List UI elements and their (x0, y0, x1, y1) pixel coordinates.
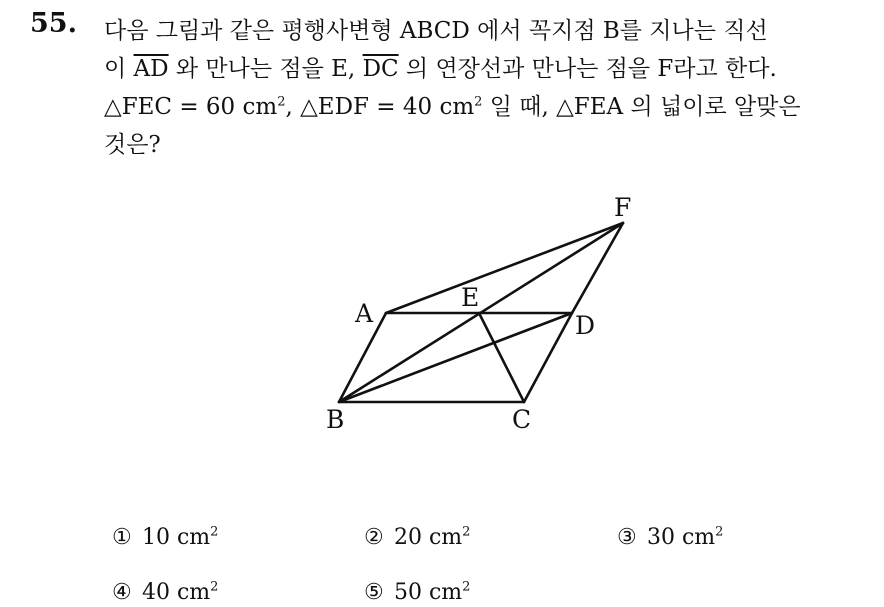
option-value: 20 cm (394, 525, 463, 550)
label-f: F (614, 193, 632, 222)
exponent: 2 (462, 524, 471, 540)
option-marker: ② (364, 525, 384, 550)
segment-e-c (479, 313, 524, 402)
option-value: 40 cm (142, 580, 211, 605)
segment-a-f (386, 223, 623, 313)
area-edf: , △EDF = 40 cm (285, 94, 475, 120)
option-value: 10 cm (142, 525, 211, 550)
option-4[interactable] (112, 580, 218, 605)
text-segment: 와 만나는 점을 E, (168, 56, 363, 82)
label-b: B (326, 405, 345, 434)
exponent: 2 (277, 94, 286, 110)
diagonal-b-d (339, 313, 572, 402)
question-text-line-1: 다음 그림과 같은 평행사변형 ABCD 에서 꼭지점 B를 지나는 직선 (104, 18, 768, 44)
option-marker: ③ (617, 525, 637, 550)
question-ask: 일 때, △FEA 의 넓이로 알맞은 (482, 94, 801, 120)
text-segment: 의 연장선과 만나는 점을 F라고 한다. (398, 56, 777, 82)
text-segment: 이 (104, 56, 134, 82)
area-fec: △FEC = 60 cm (104, 94, 278, 120)
segment-d-c (524, 313, 572, 402)
label-c: C (512, 405, 532, 434)
option-marker: ⑤ (364, 580, 384, 605)
option-3[interactable] (617, 525, 723, 550)
option-marker: ① (112, 525, 132, 550)
label-e: E (461, 283, 480, 312)
segment-f-d (572, 223, 623, 313)
label-a: A (355, 299, 374, 328)
exponent: 2 (210, 524, 219, 540)
exponent: 2 (210, 579, 219, 595)
segment-dc: $\overline{DC}$ (362, 56, 399, 82)
option-1[interactable] (112, 525, 218, 550)
option-value: 30 cm (647, 525, 716, 550)
question-text-line-4: 것은? (104, 132, 161, 158)
option-5[interactable] (364, 580, 470, 605)
question-number: 55. (30, 8, 77, 39)
exponent: 2 (715, 524, 724, 540)
option-value: 50 cm (394, 580, 463, 605)
segment-ad: $\overline{AD}$ (133, 56, 169, 82)
label-d: D (575, 311, 596, 340)
option-marker: ④ (112, 580, 132, 605)
exponent: 2 (474, 94, 483, 110)
option-2[interactable] (364, 525, 470, 550)
exponent: 2 (462, 579, 471, 595)
